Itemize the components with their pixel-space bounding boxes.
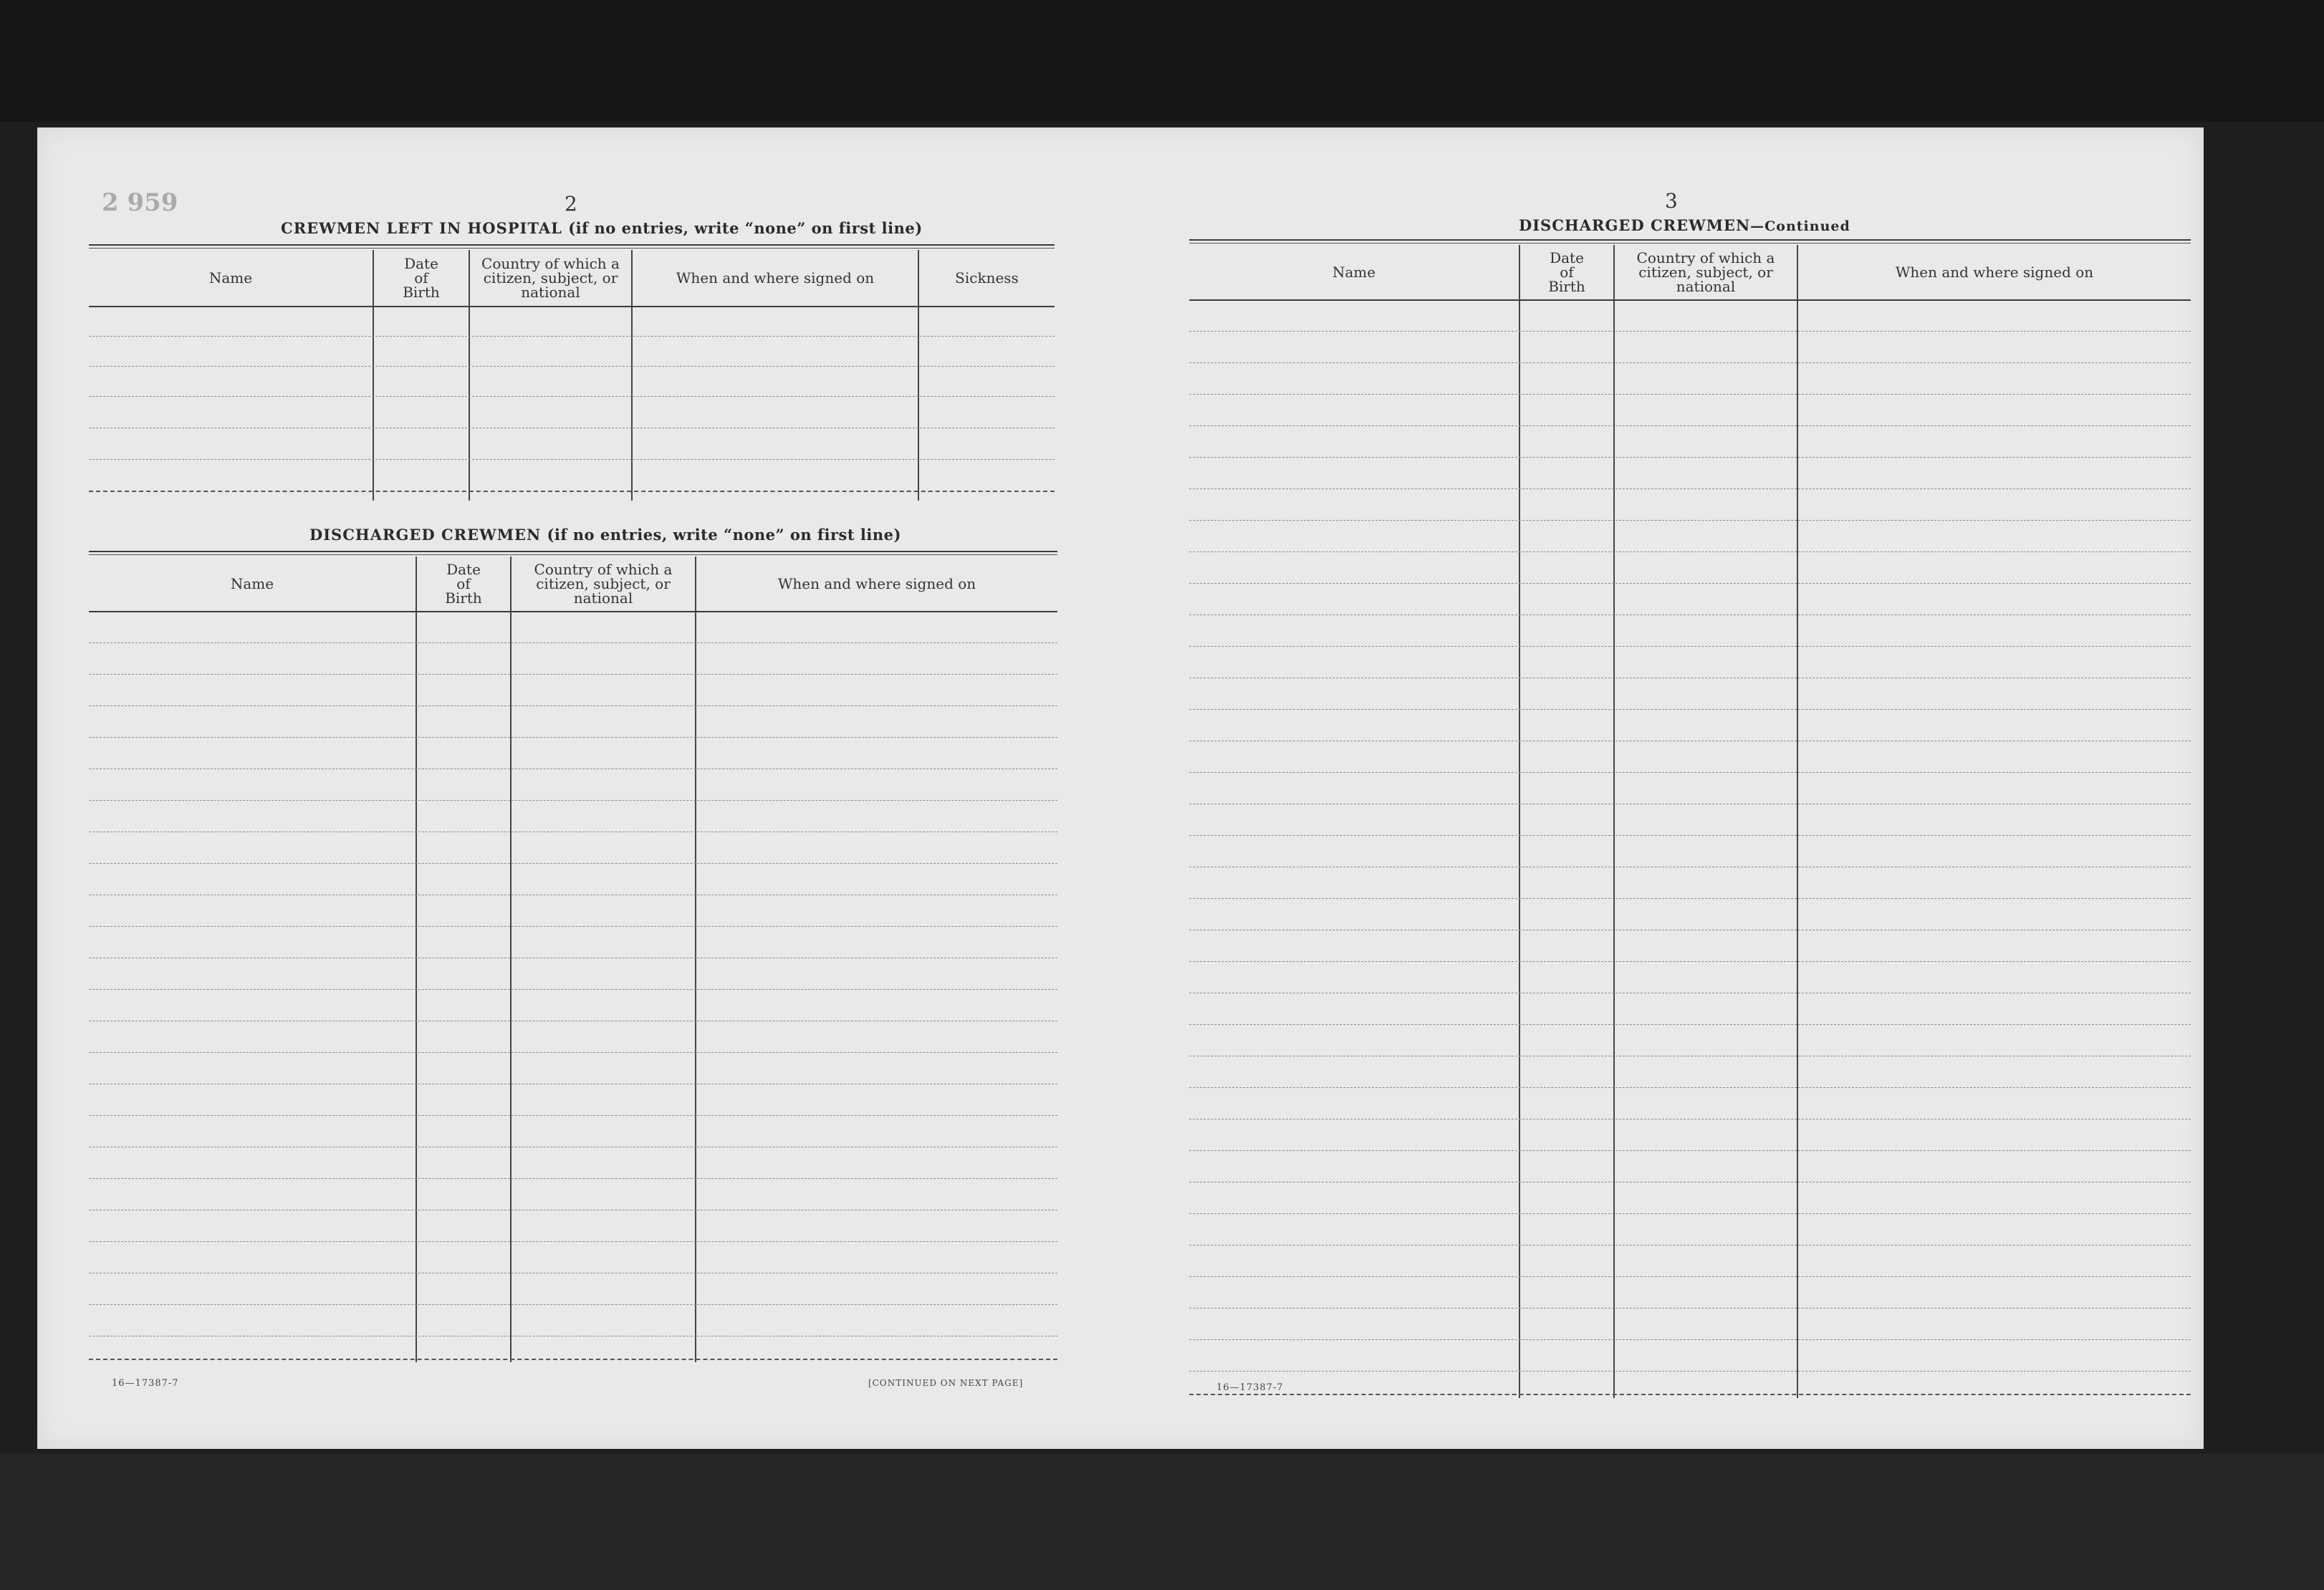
table-row bbox=[89, 642, 1057, 643]
faded-stamp: 2 959 bbox=[102, 188, 178, 217]
form-code-left: 16—17387-7 bbox=[112, 1378, 179, 1389]
discharged-section-title bbox=[309, 526, 901, 544]
table-row bbox=[1189, 772, 2191, 773]
continued-note: [CONTINUED ON NEXT PAGE] bbox=[868, 1378, 1024, 1388]
table-top-rule bbox=[1189, 239, 2191, 241]
table-row bbox=[89, 366, 1055, 367]
table-row bbox=[89, 674, 1057, 675]
table-row bbox=[89, 989, 1057, 990]
scanner-background-bottom bbox=[0, 1454, 2324, 1590]
table-top-rule bbox=[89, 244, 1055, 246]
table-row bbox=[1189, 583, 2191, 584]
table-row bbox=[89, 800, 1057, 801]
discharged-continued-title bbox=[1519, 216, 1850, 234]
table-row bbox=[1189, 1339, 2191, 1340]
table-row bbox=[89, 336, 1055, 337]
table-row bbox=[1189, 1371, 2191, 1372]
table-top-rule-thin bbox=[1189, 243, 2191, 244]
table-row bbox=[89, 1052, 1057, 1053]
table-row bbox=[1189, 551, 2191, 552]
table-row bbox=[1189, 1087, 2191, 1088]
table-row bbox=[1189, 1150, 2191, 1151]
table-top-rule-thin bbox=[89, 248, 1055, 249]
scanner-background-top bbox=[0, 0, 2324, 122]
table-row bbox=[1189, 646, 2191, 647]
table-row bbox=[89, 1304, 1057, 1305]
column-divider bbox=[1797, 245, 1798, 1398]
discharged-instruction: (if no entries, write “none” on first line) bbox=[547, 526, 901, 544]
table-row bbox=[1189, 394, 2191, 395]
col-header-sickness: Sickness bbox=[955, 269, 1019, 286]
page-number-right: 3 bbox=[1665, 189, 1678, 213]
hospital-instruction: (if no entries, write “none” on first line) bbox=[568, 219, 923, 237]
col-header-when-where: When and where signed on bbox=[676, 269, 875, 286]
form-code-right: 16—17387-7 bbox=[1216, 1382, 1284, 1393]
header-bottom-rule bbox=[89, 611, 1057, 612]
table-row bbox=[1189, 1245, 2191, 1246]
table-row bbox=[1189, 362, 2191, 363]
table-row bbox=[89, 863, 1057, 864]
column-divider bbox=[1519, 245, 1520, 1398]
table-row bbox=[1189, 1024, 2191, 1025]
table-row bbox=[1189, 520, 2191, 521]
table-row bbox=[1189, 1276, 2191, 1277]
table-row bbox=[89, 1241, 1057, 1242]
header-bottom-rule bbox=[1189, 299, 2191, 301]
table-row bbox=[89, 1178, 1057, 1179]
hospital-section-title bbox=[281, 219, 923, 237]
table-bottom-rule bbox=[89, 1359, 1057, 1360]
table-row bbox=[89, 737, 1057, 738]
table-row bbox=[1189, 425, 2191, 426]
table-row bbox=[89, 1115, 1057, 1116]
col-header-date-of-birth: Date of Birth bbox=[445, 561, 482, 607]
col-header-when-where: When and where signed on bbox=[777, 575, 976, 592]
hospital-title-text: CREWMEN LEFT IN HOSPITAL bbox=[281, 219, 562, 237]
table-row bbox=[1189, 457, 2191, 458]
table-row bbox=[89, 768, 1057, 769]
continued-label: —Continued bbox=[1750, 218, 1850, 234]
col-header-name: Name bbox=[208, 269, 253, 286]
table-top-rule-thin bbox=[89, 554, 1057, 555]
discharged-table bbox=[89, 551, 1057, 1367]
table-row bbox=[1189, 709, 2191, 710]
table-row bbox=[1189, 835, 2191, 836]
header-bottom-rule bbox=[89, 306, 1055, 307]
col-header-date-of-birth: Date of Birth bbox=[1548, 249, 1585, 295]
page-number-left: 2 bbox=[565, 192, 577, 216]
col-header-country: Country of which a citizen, subject, or national bbox=[481, 255, 620, 301]
table-row bbox=[1189, 898, 2191, 899]
col-header-country: Country of which a citizen, subject, or national bbox=[1636, 249, 1775, 295]
col-header-name: Name bbox=[230, 575, 274, 592]
table-row bbox=[1189, 1308, 2191, 1309]
col-header-date-of-birth: Date of Birth bbox=[403, 255, 440, 301]
table-top-rule bbox=[89, 551, 1057, 552]
col-header-when-where: When and where signed on bbox=[1895, 264, 2094, 281]
discharged-title-text: DISCHARGED CREWMEN bbox=[309, 526, 542, 544]
table-row bbox=[1189, 961, 2191, 962]
hospital-table bbox=[89, 244, 1055, 502]
form-document bbox=[37, 127, 2204, 1449]
table-row bbox=[89, 705, 1057, 706]
table-row bbox=[89, 396, 1055, 397]
table-row bbox=[89, 459, 1055, 460]
column-divider bbox=[1613, 245, 1615, 1398]
discharged-continued-title-text: DISCHARGED CREWMEN bbox=[1519, 216, 1751, 234]
discharged-continued-table bbox=[1189, 239, 2191, 1403]
table-bottom-rule bbox=[89, 491, 1055, 492]
table-row bbox=[1189, 331, 2191, 332]
table-row bbox=[89, 926, 1057, 927]
table-row bbox=[1189, 488, 2191, 489]
col-header-name: Name bbox=[1332, 264, 1376, 281]
col-header-country: Country of which a citizen, subject, or national bbox=[534, 561, 673, 607]
table-bottom-rule bbox=[1189, 1394, 2191, 1395]
table-row bbox=[1189, 1213, 2191, 1214]
